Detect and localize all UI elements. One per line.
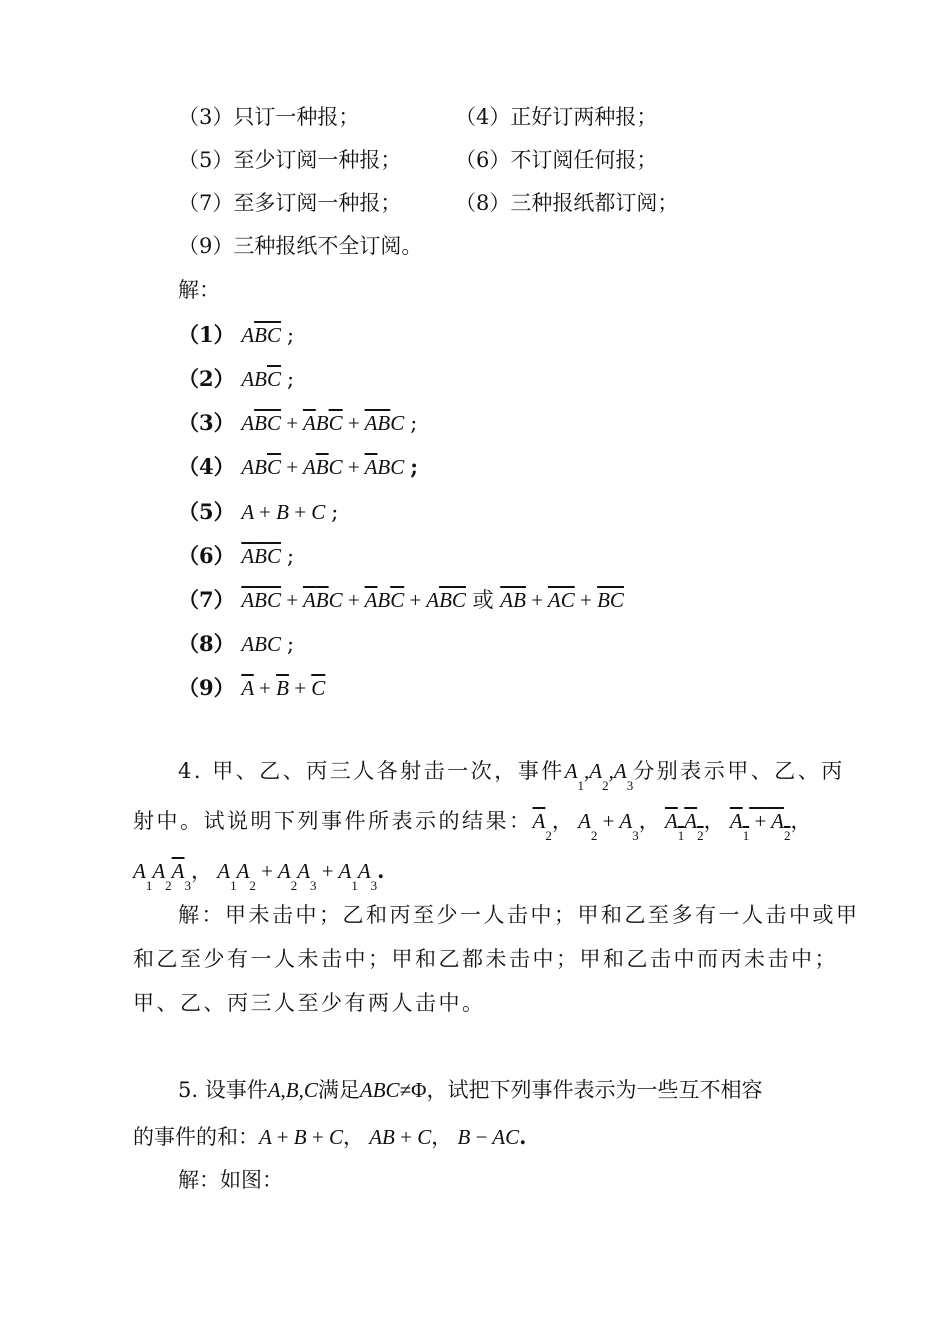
answer-6-expr: $\overline{A}\overline{B}\overline{C}$ — [241, 544, 281, 568]
answer-7: （7） $\overline{A}\overline{B}\overline{C} + \overline{A}\overline{B}C + \overline{A}B\overline{C} + A\overline{B}\overline{C}$ 或 $\overline{AB} + \overline{AC} + \overline{BC}$ — [178, 587, 624, 612]
problem4-expr-list-2: $A_1A_2\overline{A}_3$， $A_1A_2 + A_2A_3 + A_1A_3$ — [133, 859, 378, 893]
problem4-line1: 4. 甲、乙、丙三人各射击一次，事件$A_1,A_2,A_3$分别表示甲、乙、丙 — [178, 759, 845, 793]
answer-4-expr: $AB\overline{C} + A\overline{B}C + \overline{A}BC$ — [241, 455, 405, 479]
answer-7-expr: $\overline{A}\overline{B}\overline{C} + \overline{A}\overline{B}C + \overline{A}B\overline{C} + A\overline{B}\overline{C}$ — [241, 588, 466, 612]
question-item-5: （5）至少订阅一种报； — [178, 148, 402, 172]
answer-8: （8） ABC ; — [178, 631, 295, 656]
problem4-solution-line1: 解：甲未击中；乙和丙至少一人击中；甲和乙至多有一人击中或甲 — [178, 903, 860, 927]
problem4-solution-line2: 和乙至少有一人未击中；甲和乙都未击中；甲和乙击中而丙未击中； — [133, 947, 838, 971]
answer-6: （6） $\overline{A}\overline{B}\overline{C}$ ; — [178, 543, 295, 568]
answer-1-expr: $A\overline{B}\overline{C}$ — [241, 323, 281, 347]
solution-label: 解： — [178, 278, 220, 302]
problem5-expr-list: A + B + C， AB + C， B − AC — [259, 1125, 520, 1149]
answer-3-expr: $A\overline{B}\overline{C} + \overline{A}B\overline{C} + \overline{A}\overline{B}C$ — [241, 411, 405, 435]
answer-4: （4） $AB\overline{C} + A\overline{B}C + \overline{A}BC$ ; — [178, 454, 419, 479]
answer-8-expr: ABC — [241, 632, 281, 656]
answer-2: （2） $AB\overline{C}$ ; — [178, 366, 295, 391]
answer-2-expr: $AB\overline{C}$ — [241, 367, 281, 391]
question-item-7: （7）至多订阅一种报； — [178, 191, 402, 215]
answer-5: （5） A + B + C ; — [178, 499, 339, 524]
answer-9: （9） $\overline{A} + \overline{B} + \overline{C}$ — [178, 675, 326, 700]
answer-9-expr: $\overline{A} + \overline{B} + \overline{C}$ — [241, 676, 326, 700]
problem4-expr-list: $\overline{A}_2$， $A_2 + A_3$， $A_1A_2$， $A_1 + A_2$， — [532, 809, 812, 843]
problem4-line3: $A_1A_2\overline{A}_3$， $A_1A_2 + A_2A_3 + A_1A_3$. — [133, 858, 385, 893]
problem5-events: A,B,C — [267, 1078, 318, 1102]
problem4-solution-line3: 甲、乙、丙三人至少有两人击中。 — [133, 991, 486, 1015]
answer-1: （1） $A\overline{B}\overline{C}$ ; — [178, 322, 295, 347]
question-item-9: （9）三种报纸不全订阅。 — [178, 234, 423, 258]
question-item-6: （6）不订阅任何报； — [455, 148, 658, 172]
problem4-line2: 射中。试说明下列事件所表示的结果：$\overline{A}_2$， $A_2 + A_3$， $A_1A_2$， $A_1 + A_2$， — [133, 809, 812, 843]
question-item-8: （8）三种报纸都订阅； — [455, 191, 679, 215]
problem5-condition: ABC≠Φ — [359, 1078, 427, 1102]
question-item-3: （3）只订一种报； — [178, 105, 360, 129]
answer-5-expr: A + B + C — [241, 500, 326, 524]
question-item-4: （4）正好订两种报； — [455, 105, 658, 129]
problem5-line2: 的事件的和：A + B + C， AB + C， B − AC. — [133, 1124, 527, 1149]
answer-7-alt-expr: $\overline{AB} + \overline{AC} + \overline{BC}$ — [500, 588, 624, 612]
problem5-line1: 5. 设事件A,B,C满足ABC≠Φ，试把下列事件表示为一些互不相容 — [178, 1078, 763, 1102]
problem5-solution: 解：如图： — [178, 1168, 283, 1192]
answer-3: （3） $A\overline{B}\overline{C} + \overline{A}B\overline{C} + \overline{A}\overline{B}C$ ; — [178, 410, 418, 435]
problem4-events: $A_1,A_2,A_3$ — [564, 759, 634, 793]
